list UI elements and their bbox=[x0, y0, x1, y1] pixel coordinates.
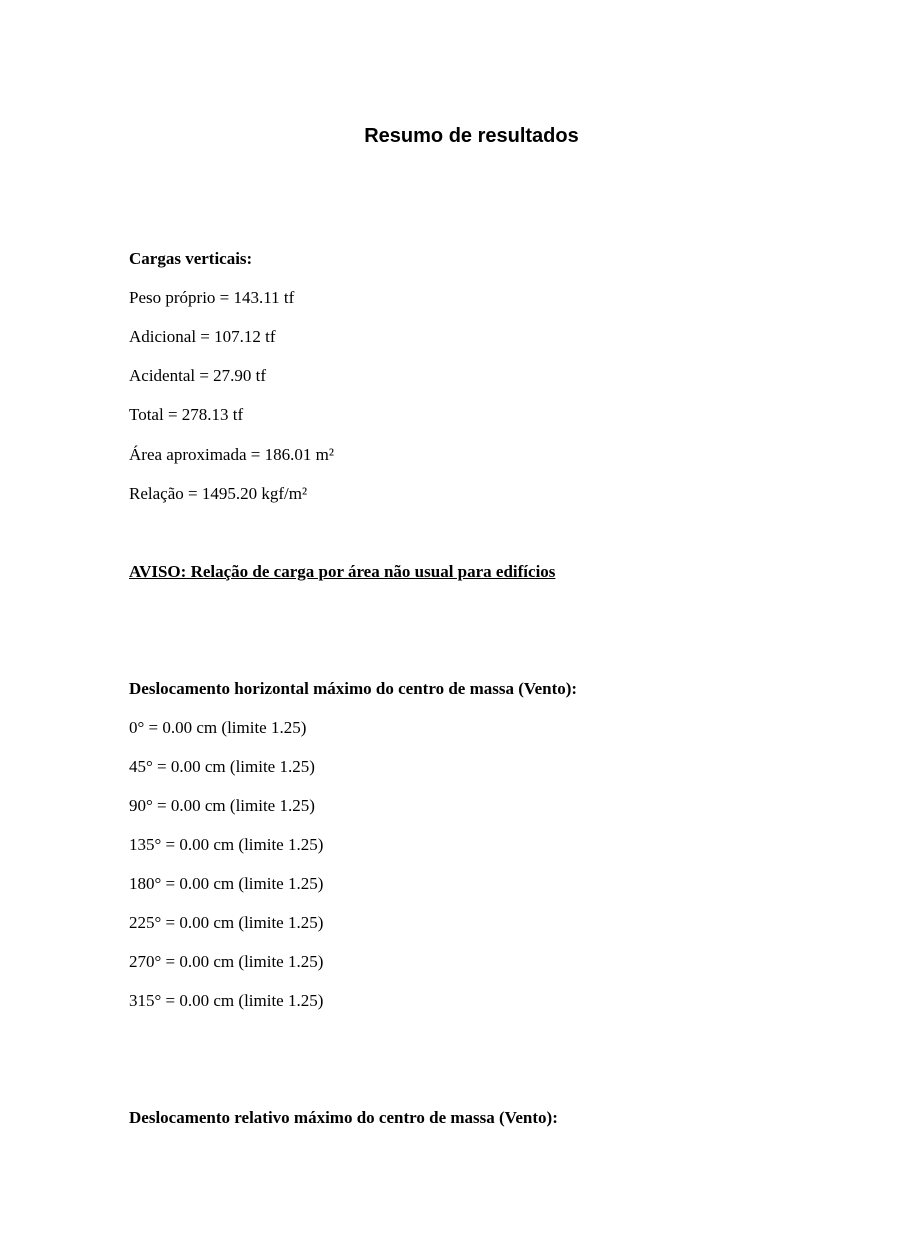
horizontal-displacement-0: 0° = 0.00 cm (limite 1.25) bbox=[129, 718, 307, 737]
horizontal-displacement-315: 315° = 0.00 cm (limite 1.25) bbox=[129, 991, 324, 1010]
vertical-load-own-weight: Peso próprio = 143.11 tf bbox=[129, 288, 295, 307]
horizontal-displacement-270: 270° = 0.00 cm (limite 1.25) bbox=[129, 952, 324, 971]
vertical-load-additional: Adicional = 107.12 tf bbox=[129, 327, 276, 346]
horizontal-displacement-135: 135° = 0.00 cm (limite 1.25) bbox=[129, 835, 324, 854]
horizontal-displacement-heading: Deslocamento horizontal máximo do centro de massa (Vento): bbox=[129, 679, 578, 698]
page-title: Resumo de resultados bbox=[364, 125, 579, 147]
horizontal-displacement-45: 45° = 0.00 cm (limite 1.25) bbox=[129, 757, 315, 776]
horizontal-displacement-180: 180° = 0.00 cm (limite 1.25) bbox=[129, 874, 324, 893]
vertical-load-area: Área aproximada = 186.01 m² bbox=[129, 445, 334, 464]
vertical-load-ratio: Relação = 1495.20 kgf/m² bbox=[129, 484, 308, 503]
vertical-loads-heading: Cargas verticais: bbox=[129, 249, 253, 268]
vertical-load-total: Total = 278.13 tf bbox=[129, 405, 244, 424]
warning-text: AVISO: Relação de carga por área não usual para edifícios bbox=[129, 562, 556, 581]
horizontal-displacement-225: 225° = 0.00 cm (limite 1.25) bbox=[129, 913, 324, 932]
vertical-load-accidental: Acidental = 27.90 tf bbox=[129, 366, 267, 385]
relative-displacement-heading: Deslocamento relativo máximo do centro de massa (Vento): bbox=[129, 1108, 558, 1127]
horizontal-displacement-90: 90° = 0.00 cm (limite 1.25) bbox=[129, 796, 315, 815]
